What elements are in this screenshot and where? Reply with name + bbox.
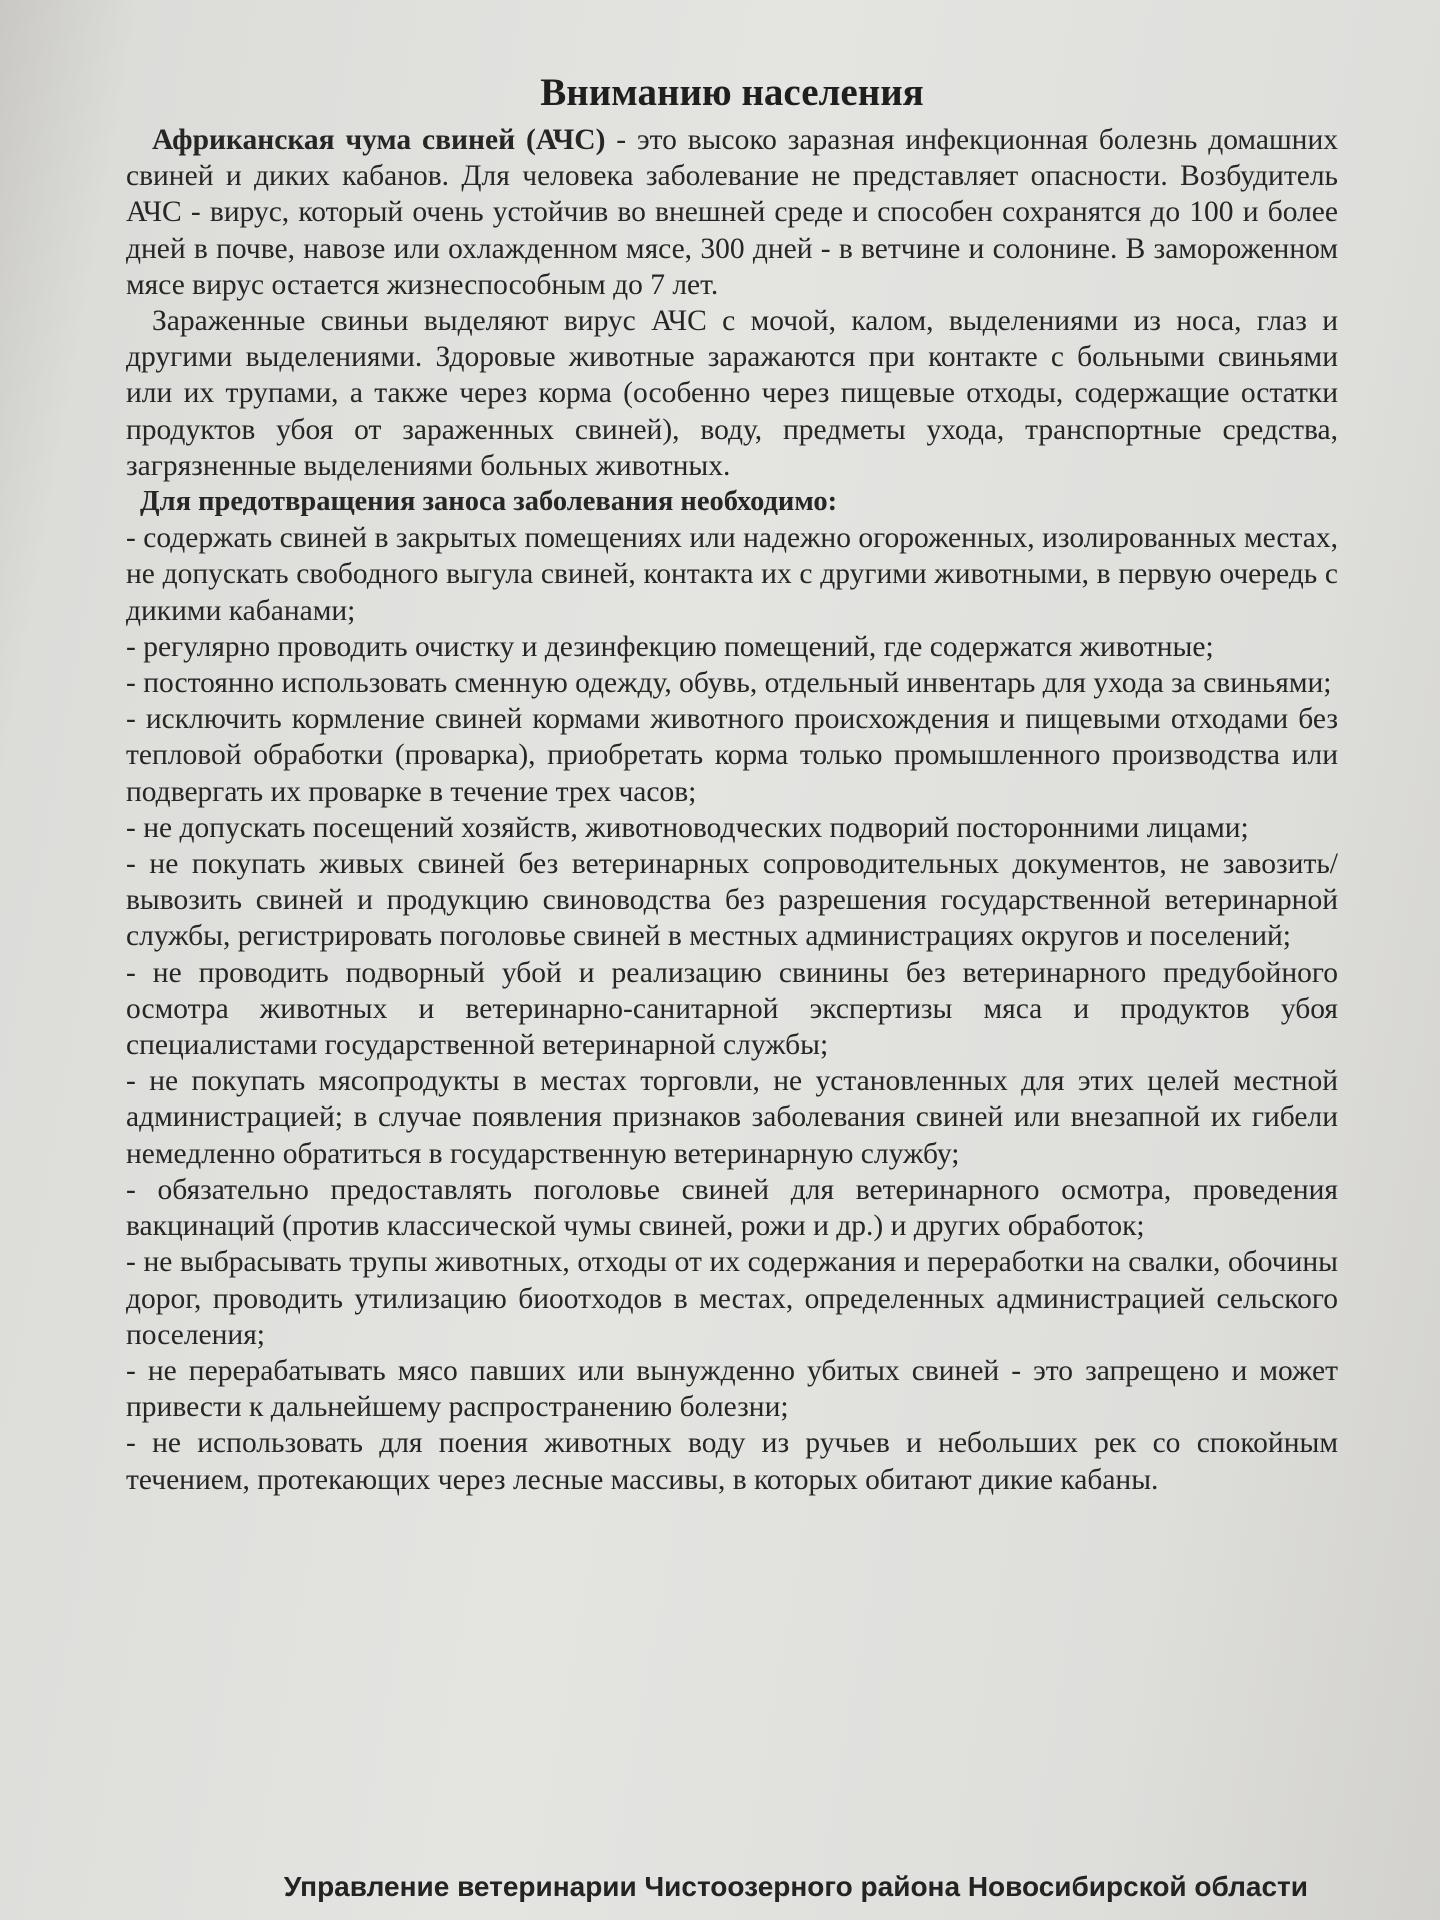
- list-item: - обязательно предоставлять поголовье свиней для ветеринарного осмотра, проведения вакцинаций (против классической чумы свиней, рожи и др.) и других обработок;: [126, 1173, 1338, 1243]
- list-item: - не допускать посещений хозяйств, животноводческих подворий посторонними лицами;: [126, 811, 1249, 844]
- measures-list: [126, 520, 1338, 1497]
- list-item: - не проводить подворный убой и реализацию свинины без ветеринарного предубойного осмотра животных и ветеринарно-санитарной экспертизы мяса и продуктов убоя специалистами государственной ветеринарной службы;: [126, 956, 1338, 1062]
- issuer-signature: Управление ветеринарии Чистоозерного района Новосибирской области: [283, 1871, 1308, 1902]
- list-item: - регулярно проводить очистку и дезинфекцию помещений, где содержатся животные;: [126, 630, 1214, 663]
- list-item: - не покупать мясопродукты в местах торговли, не установленных для этих целей местной администрацией; в случае появления признаков заболевания свиней или внезапной их гибели немедленно обратиться в государственную ветеринарную службу;: [126, 1065, 1338, 1170]
- intro-text: - это высоко заразная инфекционная болезнь домашних свиней и диких кабанов. Для человека заболевание не представляет опасности. Возбудитель АЧС - вирус, который очень устойчив во внешней среде и способен сохранятся до 100 и более дней в почве, навозе или охлажденном мясе, 300 дней - в ветчине и солонине. В замороженном мясе вирус остается жизнеспособным до 7 лет.: [126, 124, 1338, 301]
- list-item: - исключить кормление свиней кормами животного происхождения и пищевыми отходами без тепловой обработки (проварка), приобретать корма только промышленного производства или подвергать их проварке в течение трех часов;: [126, 703, 1338, 808]
- list-item: - постоянно использовать сменную одежду, обувь, отдельный инвентарь для ухода за свиньями;: [126, 667, 1332, 700]
- disease-name: Африканская чума свиней (АЧС): [152, 124, 606, 156]
- list-item: - не использовать для поения животных воду из ручьев и небольших рек со спокойным течением, протекающих через лесные массивы, в которых обитают дикие кабаны.: [126, 1427, 1338, 1496]
- notice-title: Вниманию населения: [540, 71, 924, 114]
- prevention-heading: Для предотвращения заноса заболевания необходимо:: [140, 486, 838, 518]
- list-item: - содержать свиней в закрытых помещениях или надежно огороженных, изолированных местах, не допускать свободного выгула свиней, контакта их с другими животными, в первую очередь с дикими кабанами;: [126, 522, 1338, 627]
- list-item: - не перерабатывать мясо павших или вынужденно убитых свиней - это запрещено и может привести к дальнейшему распространению болезни;: [126, 1354, 1338, 1424]
- list-item: - не выбрасывать трупы животных, отходы от их содержания и переработки на свалки, обочины дорог, проводить утилизацию биоотходов в местах, определенных администрацией сельского поселения;: [126, 1246, 1338, 1351]
- intro-paragraph: [126, 122, 1338, 303]
- transmission-paragraph: Зараженные свиньи выделяют вирус АЧС с мочой, калом, выделениями из носа, глаз и другими выделениями. Здоровые животные заражаются при контакте с больными свиньями или их трупами, а также через корма (особенно через пищевые отходы, содержащие остатки продуктов убоя от зараженных свиней), воду, предметы ухода, транспортные средства, загрязненные выделениями больных животных.: [126, 305, 1338, 482]
- list-item: - не покупать живых свиней без ветеринарных сопроводительных документов, не завозить/вывозить свиней и продукцию свиноводства без разрешения государственной ветеринарной службы, регистрировать поголовье свиней в местных администрациях округов и поселений;: [126, 848, 1338, 953]
